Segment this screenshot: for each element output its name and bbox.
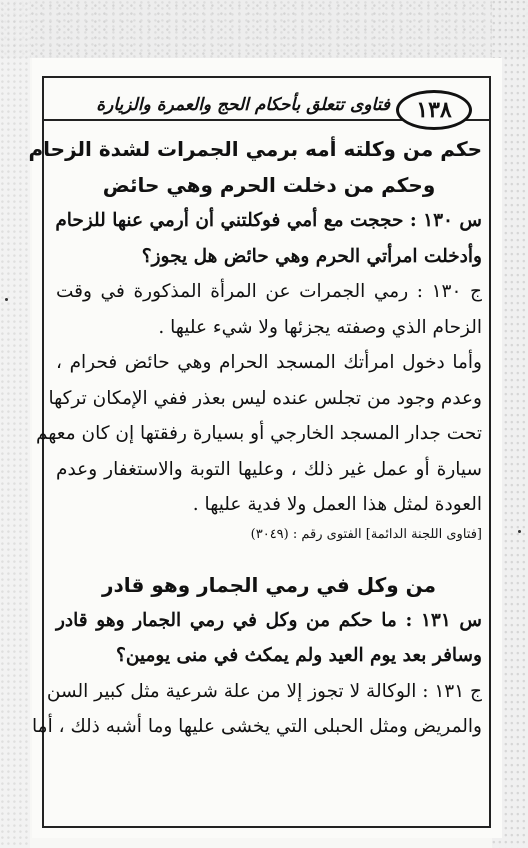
answer-line: سيارة أو عمل غير ذلك ، وعليها التوبة والاستغفار وعدم (56, 458, 482, 480)
answer-line: ج ١٣٠ : رمي الجمرات عن المرأة المذكورة في وقت (56, 281, 482, 302)
answer-line: ج ١٣١ : الوكالة لا تجوز إلا من علة شرعية مثل كبير السن (46, 680, 482, 702)
section-2 (32, 567, 482, 745)
section-title-line: حكم من وكلته أمه برمي الجمرات لشدة الزحام (28, 137, 482, 161)
scan-noise-top (0, 0, 528, 58)
answer-line: الزحام الذي وصفته يجزئها ولا شيء عليها . (158, 316, 482, 338)
answer-line: تحت جدار المسجد الخارجي أو بسيارة رفقتها إن كان معهم (35, 423, 482, 444)
question-line: وسافر بعد يوم العيد ولم يمكث في منى يومين؟ (116, 645, 482, 666)
fatwa-reference: [فتاوى اللجنة الدائمة] الفتوى رقم : (٣٠٤٩) (250, 526, 482, 542)
page-number-text: ١٣٨ (416, 97, 452, 123)
section-1 (28, 131, 482, 551)
question-line: وأدخلت امرأتي الحرم وهي حائض هل يجوز؟ (141, 245, 482, 267)
question-line: س ١٣١ : ما حكم من وكل في رمي الجمار وهو قادر (56, 609, 482, 631)
answer-line: وعدم وجود من تجلس عنده ليس بعذر ففي الإمكان تركها (48, 387, 482, 409)
question-line: س ١٣٠ : حججت مع أمي فوكلتني أن أرمي عنها للزحام (55, 210, 482, 231)
answer-line: والمريض ومثل الحبلى التي يخشى عليها وما أشبه ذلك ، أما (32, 716, 482, 737)
scan-noise-left (0, 0, 30, 848)
scan-speck (5, 298, 8, 301)
running-title: فتاوى تتعلق بأحكام الحج والعمرة والزيارة (96, 95, 390, 115)
section-gap (56, 551, 482, 567)
answer-line: العودة لمثل هذا العمل ولا فدية عليها . (192, 494, 482, 515)
page-content (28, 131, 482, 821)
page-number (396, 90, 472, 130)
section-title-line: وحكم من دخلت الحرم وهي حائض (102, 173, 436, 197)
section-title-line: من وكل في رمي الجمار وهو قادر (102, 572, 436, 597)
scan-speck (518, 530, 521, 533)
answer-line: وأما دخول امرأتك المسجد الحرام وهي حائض فحرام ، (56, 352, 482, 373)
